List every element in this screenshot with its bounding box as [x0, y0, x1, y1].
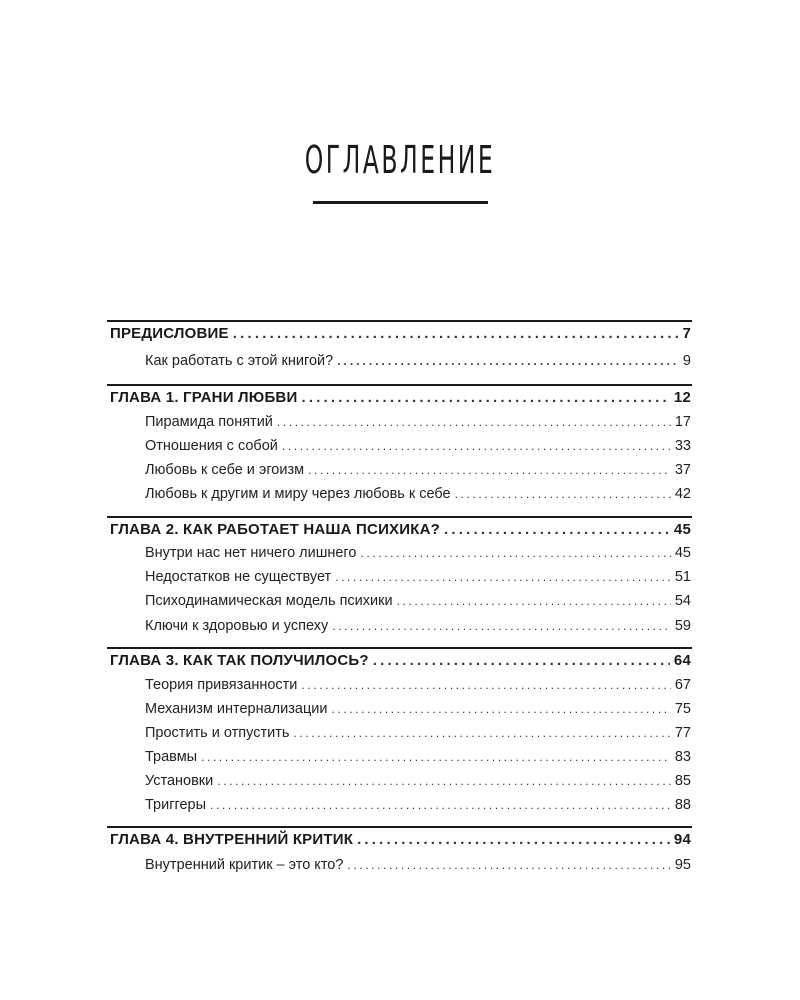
dot-leader [335, 570, 671, 584]
section-divider [107, 647, 692, 649]
toc-entry-label: Любовь к другим и миру через любовь к себе [145, 486, 451, 502]
toc-entry[interactable] [145, 486, 691, 502]
toc-entry-label: Травмы [145, 749, 198, 765]
toc-page-number: 64 [673, 652, 691, 669]
dot-leader [282, 439, 671, 453]
toc-page-number: 45 [674, 545, 691, 561]
section-divider [107, 516, 692, 518]
toc-page-number: 95 [674, 857, 691, 873]
toc-entry[interactable] [145, 677, 691, 693]
dot-leader [373, 652, 670, 669]
toc-entry[interactable] [145, 414, 691, 430]
toc-entry-label: Отношения с собой [145, 438, 278, 454]
dot-leader [337, 354, 679, 368]
toc-page-number: 94 [673, 831, 691, 848]
toc-entry[interactable] [145, 353, 691, 369]
toc-chapter-label: ГЛАВА 2. КАК РАБОТАЕТ НАША ПСИХИКА? [110, 521, 440, 538]
toc-entry[interactable] [145, 438, 691, 454]
toc-entry-label: Внутри нас нет ничего лишнего [145, 545, 357, 561]
dot-leader [455, 487, 671, 501]
dot-leader [332, 619, 671, 633]
dot-leader [301, 678, 670, 692]
toc-entry-label: Ключи к здоровью и успеху [145, 618, 329, 634]
toc-entry[interactable] [145, 857, 691, 873]
toc-page-number: 42 [674, 486, 691, 502]
toc-page-number: 75 [674, 701, 691, 717]
dot-leader [331, 702, 670, 716]
toc-entry[interactable] [145, 569, 691, 585]
toc-entry-label: Триггеры [145, 797, 207, 813]
toc-entry[interactable] [145, 618, 691, 634]
toc-entry[interactable] [145, 749, 691, 765]
toc-chapter-label: ГЛАВА 4. ВНУТРЕННИЙ КРИТИК [110, 831, 354, 848]
toc-page-number: 45 [673, 521, 691, 538]
toc-page-number: 54 [674, 593, 691, 609]
section-divider [107, 384, 692, 386]
toc-page-number: 51 [674, 569, 691, 585]
section-divider [107, 320, 692, 322]
toc-page-number: 88 [674, 797, 691, 813]
toc-chapter-label: ГЛАВА 3. КАК ТАК ПОЛУЧИЛОСЬ? [110, 652, 369, 669]
toc-entry[interactable] [145, 545, 691, 561]
dot-leader [233, 325, 679, 342]
page-title: ОГЛАВЛЕНИЕ [304, 138, 496, 182]
toc-entry[interactable] [145, 773, 691, 789]
toc-entry-label: Механизм интернализации [145, 701, 328, 717]
dot-leader [347, 858, 670, 872]
toc-chapter-1[interactable] [110, 389, 691, 406]
toc-page-number: 37 [674, 462, 691, 478]
dot-leader [210, 798, 671, 812]
toc-chapter-preface[interactable] [110, 325, 691, 342]
section-divider [107, 826, 692, 828]
toc-chapter-3[interactable] [110, 652, 691, 669]
toc-entry[interactable] [145, 462, 691, 478]
toc-page-number: 33 [674, 438, 691, 454]
toc-entry[interactable] [145, 725, 691, 741]
toc-entry-label: Простить и отпустить [145, 725, 290, 741]
toc-chapter-2[interactable] [110, 521, 691, 538]
toc-page-number: 67 [674, 677, 691, 693]
toc-entry-label: Недостатков не существует [145, 569, 332, 585]
toc-chapter-4[interactable] [110, 831, 691, 848]
toc-entry-label: Установки [145, 773, 214, 789]
toc-entry[interactable] [145, 701, 691, 717]
toc-entry-label: Внутренний критик – это кто? [145, 857, 344, 873]
toc-page-number: 77 [674, 725, 691, 741]
toc-entry-label: Теория привязанности [145, 677, 298, 693]
dot-leader [360, 546, 670, 560]
toc-page-number: 59 [674, 618, 691, 634]
toc-chapter-label: ПРЕДИСЛОВИЕ [110, 325, 229, 342]
dot-leader [357, 831, 670, 848]
toc-entry-label: Как работать с этой книгой? [145, 353, 334, 369]
toc-page-number: 9 [682, 353, 691, 369]
toc-entry[interactable] [145, 797, 691, 813]
toc-chapter-label: ГЛАВА 1. ГРАНИ ЛЮБВИ [110, 389, 298, 406]
dot-leader [277, 415, 671, 429]
dot-leader [293, 726, 670, 740]
dot-leader [308, 463, 671, 477]
toc-page-number: 17 [674, 414, 691, 430]
dot-leader [217, 774, 671, 788]
toc-entry-label: Любовь к себе и эгоизм [145, 462, 305, 478]
toc-page-number: 7 [682, 325, 691, 342]
dot-leader [397, 594, 671, 608]
toc-page-number: 83 [674, 749, 691, 765]
title-underline [313, 201, 488, 204]
toc-page-number: 85 [674, 773, 691, 789]
dot-leader [201, 750, 671, 764]
dot-leader [301, 389, 669, 406]
toc-page-number: 12 [673, 389, 691, 406]
toc-entry-label: Психодинамическая модель психики [145, 593, 393, 609]
toc-entry-label: Пирамида понятий [145, 414, 273, 430]
dot-leader [444, 521, 670, 538]
toc-entry[interactable] [145, 593, 691, 609]
